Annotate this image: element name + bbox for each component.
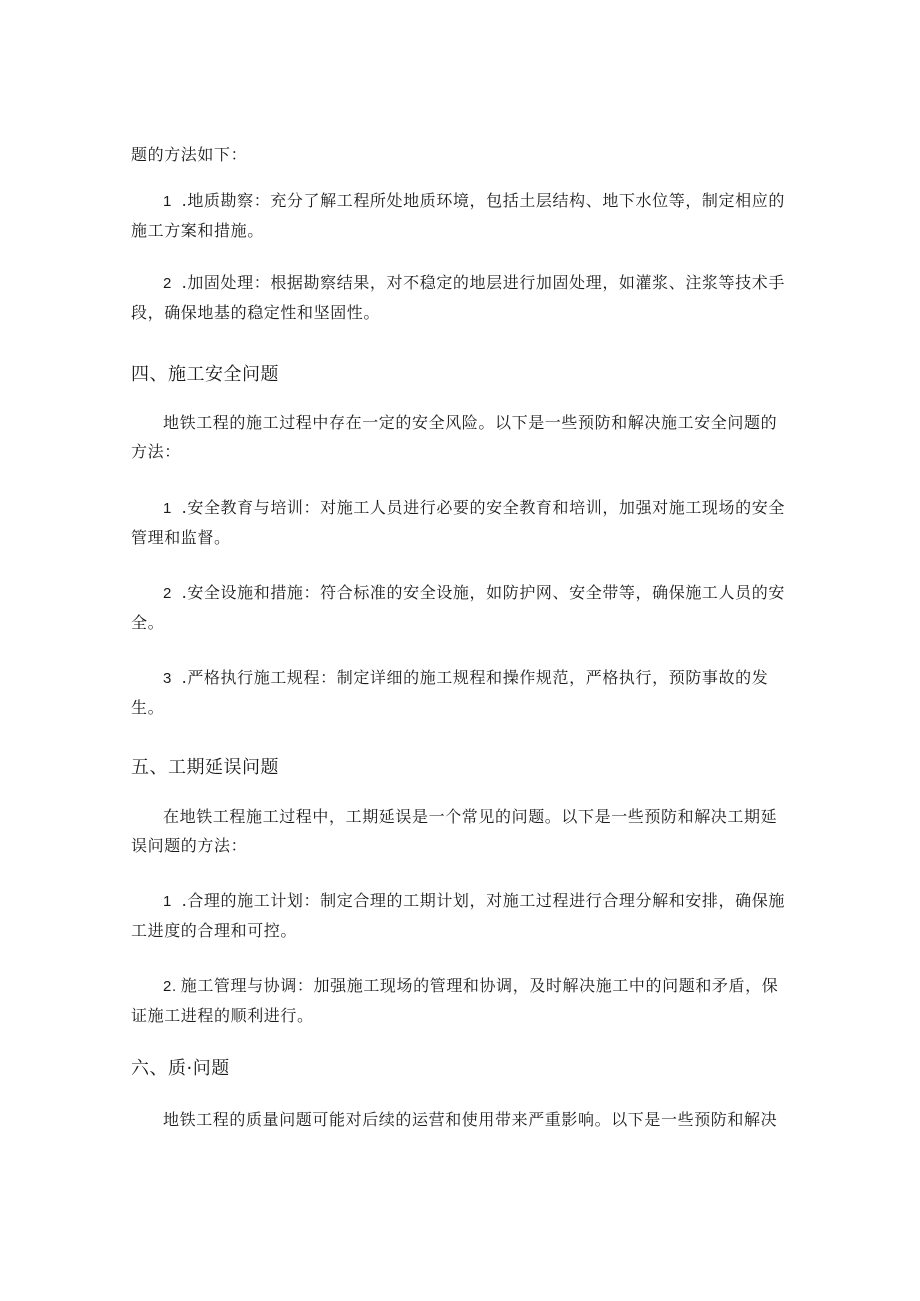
list-item-text: .严格执行施工规程：制定详细的施工规程和操作规范，严格执行，预防事故的发生。 <box>131 668 769 717</box>
s4-list-item-1 <box>131 493 791 552</box>
paragraph-text: 在地铁工程施工过程中，工期延误是一个常见的问题。以下是一些预防和解决工期延误问题的方法： <box>131 807 778 855</box>
paragraph-text: 地铁工程的施工过程中存在一定的安全风险。以下是一些预防和解决施工安全问题的方法： <box>131 413 778 461</box>
intro-tail-paragraph <box>131 140 791 169</box>
list-number: 2 <box>163 275 172 292</box>
intro-tail-text: 题的方法如下： <box>131 145 248 164</box>
list-item-text: 施工管理与协调：加强施工现场的管理和协调，及时解决施工中的问题和矛盾，保证施工进程的顺利进行。 <box>131 976 779 1025</box>
list-item-text: .加固处理：根据勘察结果，对不稳定的地层进行加固处理，如灌浆、注浆等技术手段，确保地基的稳定性和坚固性。 <box>131 273 785 322</box>
list-number: 2 <box>163 585 172 602</box>
section-heading-text: 六、质·问题 <box>131 1058 230 1079</box>
list-item-text: .地质勘察：充分了解工程所处地质环境，包括土层结构、地下水位等，制定相应的施工方案和措施。 <box>131 191 785 240</box>
s3-list-item-1 <box>131 186 791 245</box>
section-heading-5 <box>131 756 791 780</box>
s4-intro-paragraph <box>131 408 791 466</box>
section-heading-text: 四、施工安全问题 <box>131 364 279 385</box>
section-heading-4 <box>131 363 791 387</box>
list-number: 1 <box>163 193 172 210</box>
s6-intro-paragraph <box>131 1105 791 1134</box>
list-number: 1 <box>163 893 172 910</box>
s4-list-item-2 <box>131 578 791 637</box>
list-number: 2. <box>163 978 177 995</box>
s5-list-item-2 <box>131 971 791 1030</box>
section-heading-6 <box>131 1057 791 1081</box>
list-item-text: .安全教育与培训：对施工人员进行必要的安全教育和培训，加强对施工现场的安全管理和监督。 <box>131 498 785 547</box>
list-number: 3 <box>163 670 172 687</box>
s3-list-item-2 <box>131 268 791 327</box>
list-number: 1 <box>163 500 172 517</box>
s5-list-item-1 <box>131 886 791 945</box>
list-item-text: .安全设施和措施：符合标准的安全设施，如防护网、安全带等，确保施工人员的安全。 <box>131 583 785 632</box>
section-heading-text: 五、工期延误问题 <box>131 757 279 778</box>
s5-intro-paragraph <box>131 802 791 860</box>
paragraph-text: 地铁工程的质量问题可能对后续的运营和使用带来严重影响。以下是一些预防和解决 <box>163 1110 778 1129</box>
list-item-text: .合理的施工计划：制定合理的工期计划，对施工过程进行合理分解和安排，确保施工进度的合理和可控。 <box>131 891 785 940</box>
s4-list-item-3 <box>131 663 791 722</box>
